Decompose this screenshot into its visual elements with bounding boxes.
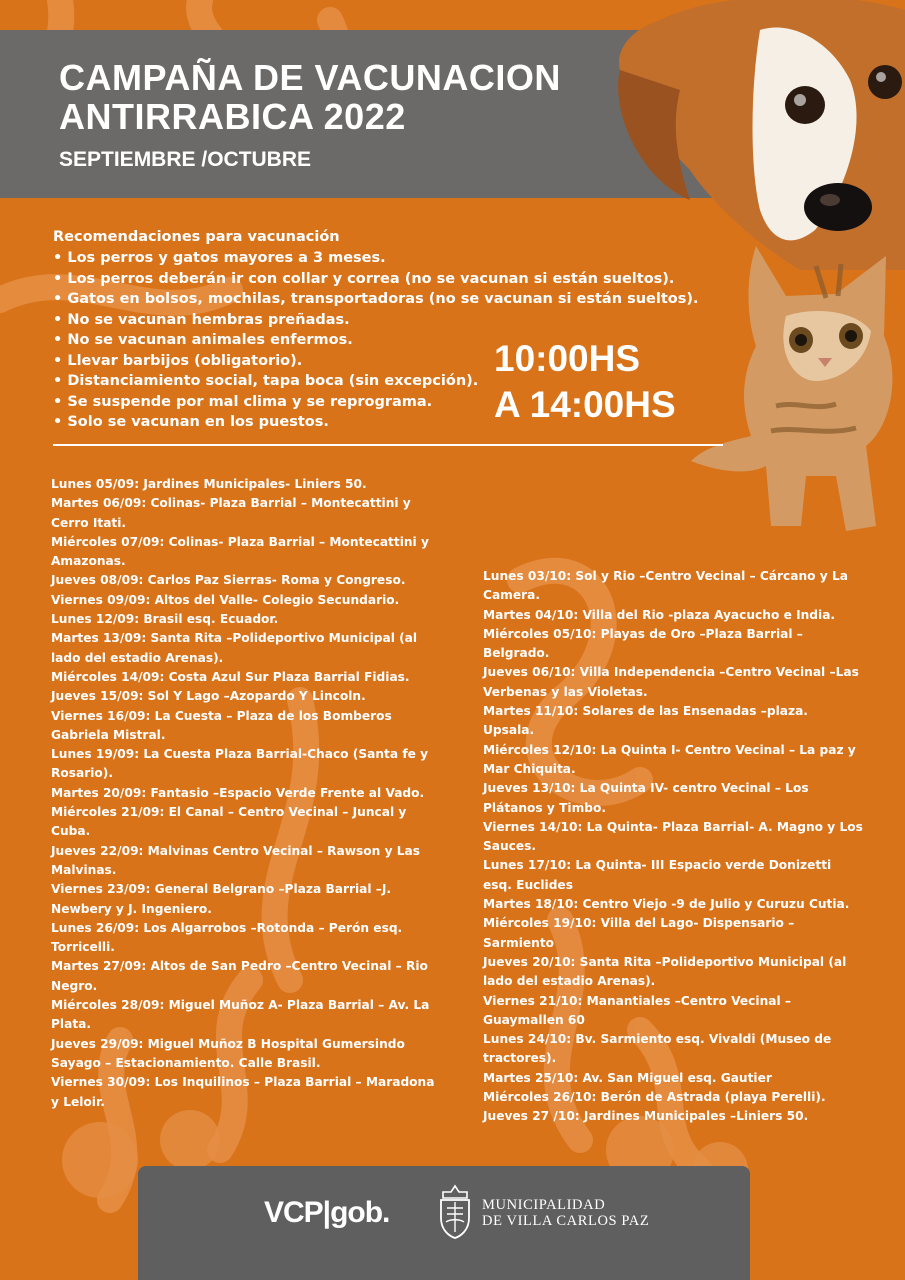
recommendation-item: • Se suspende por mal clima y se reprograma. <box>53 392 693 413</box>
schedule-item: Martes 25/10: Av. San Miguel esq. Gautier <box>483 1070 772 1085</box>
recommendation-item: • No se vacunan animales enfermos. <box>53 330 693 351</box>
schedule-item: Miércoles 14/09: Costa Azul Sur Plaza Barrial Fidias. <box>51 669 410 684</box>
recommendations-title: Recomendaciones para vacunación <box>53 229 340 245</box>
schedule-item: Jueves 27 /10: Jardines Municipales –Liniers 50. <box>483 1109 809 1124</box>
vcp-gob-logo: VCP|gob. <box>264 1196 390 1229</box>
schedule-item: Viernes 21/10: Manantiales –Centro Vecinal – Guaymallen 60 <box>483 993 791 1027</box>
recommendation-item: • No se vacunan hembras preñadas. <box>53 310 693 331</box>
schedule-item: Viernes 16/09: La Cuesta – Plaza de los Bomberos Gabriela Mistral. <box>51 708 392 742</box>
schedule-item: Miércoles 21/09: El Canal – Centro Vecinal – Juncal y Cuba. <box>51 805 407 839</box>
schedule-item: Lunes 05/09: Jardines Municipales- Liniers 50. <box>51 477 367 491</box>
cat-icon <box>686 236 905 536</box>
schedule-item: Viernes 30/09: Los Inquilinos – Plaza Barrial – Maradona y Leloir. <box>51 1075 435 1109</box>
schedule-item: Lunes 19/09: La Cuesta Plaza Barrial-Chaco (Santa fe y Rosario). <box>51 747 429 781</box>
hours-start: 10:00HS <box>494 338 641 379</box>
schedule-item: Jueves 29/09: Miguel Muñoz B Hospital Gumersindo Sayago – Estacionamiento. Calle Brasil. <box>51 1036 405 1070</box>
recommendation-item: • Los perros y gatos mayores a 3 meses. <box>53 248 693 269</box>
schedule-item: Martes 11/10: Solares de las Ensenadas –plaza. Upsala. <box>483 704 808 738</box>
schedule-item: Martes 27/09: Altos de San Pedro –Centro Vecinal – Rio Negro. <box>51 959 428 993</box>
schedule-item: Jueves 13/10: La Quinta IV- centro Vecinal – Los Plátanos y Timbo. <box>483 781 809 815</box>
schedule-item: Martes 18/10: Centro Viejo -9 de Julio y Curuzu Cutia. <box>483 897 850 912</box>
page-title-line1: CAMPAÑA DE VACUNACION <box>59 57 561 98</box>
section-divider <box>53 444 723 446</box>
schedule-item: Jueves 06/10: Villa Independencia –Centro Vecinal –Las Verbenas y las Violetas. <box>483 665 859 699</box>
schedule-item: Miércoles 07/09: Colinas- Plaza Barrial – Montecattini y Amazonas. <box>51 534 429 569</box>
schedule-october-column <box>483 567 863 1127</box>
recommendation-item: • Gatos en bolsos, mochilas, transportadoras (no se vacunan si están sueltos). <box>53 289 693 310</box>
municipality-name-line1: MUNICIPALIDAD <box>482 1197 606 1213</box>
schedule-september-column <box>51 475 441 1112</box>
schedule-item: Martes 13/09: Santa Rita –Polideportivo Municipal (al lado del estadio Arenas). <box>51 631 418 665</box>
schedule-item: Viernes 23/09: General Belgrano –Plaza Barrial –J. Newbery y J. Ingeniero. <box>51 882 392 916</box>
schedule-item: Miércoles 28/09: Miguel Muñoz A- Plaza Barrial – Av. La Plata. <box>51 998 430 1032</box>
schedule-item: Lunes 12/09: Brasil esq. Ecuador. <box>51 612 279 627</box>
schedule-item: Miércoles 05/10: Playas de Oro –Plaza Barrial –Belgrado. <box>483 626 803 661</box>
schedule-item: Lunes 17/10: La Quinta- III Espacio verde Donizetti esq. Euclides <box>483 858 832 892</box>
recommendation-item: • Los perros deberán ir con collar y correa (no se vacunan si están sueltos). <box>53 269 693 290</box>
schedule-item: Jueves 20/10: Santa Rita –Polideportivo Municipal (al lado del estadio Arenas). <box>483 954 847 989</box>
recommendation-item: • Distanciamiento social, tapa boca (sin excepción). <box>53 371 693 392</box>
schedule-item: Lunes 03/10: Sol y Rio –Centro Vecinal – Cárcano y La Camera. <box>483 569 848 603</box>
schedule-item: Jueves 08/09: Carlos Paz Sierras- Roma y Congreso. <box>51 573 406 588</box>
schedule-item: Viernes 14/10: La Quinta- Plaza Barrial- A. Magno y Los Sauces. <box>483 819 863 854</box>
schedule-item: Miércoles 26/10: Berón de Astrada (playa Perelli). <box>483 1090 826 1105</box>
schedule-item: Miércoles 12/10: La Quinta I- Centro Vecinal – La paz y Mar Chiquita. <box>483 742 856 776</box>
municipal-seal-icon <box>437 1184 473 1240</box>
schedule-item: Lunes 26/09: Los Algarrobos –Rotonda – Perón esq. Torricelli. <box>51 920 403 955</box>
schedule-item: Lunes 24/10: Bv. Sarmiento esq. Vivaldi (Museo de tractores). <box>483 1032 832 1066</box>
schedule-item: Martes 04/10: Villa del Rio -plaza Ayacucho e India. <box>483 607 836 622</box>
schedule-item: Jueves 22/09: Malvinas Centro Vecinal – Rawson y Las Malvinas. <box>51 843 420 877</box>
page-title-line2: ANTIRRABICA 2022 <box>59 96 406 137</box>
hours-end: A 14:00HS <box>494 384 676 425</box>
schedule-item: Martes 06/09: Colinas- Plaza Barrial – Montecattini y Cerro Itati. <box>51 496 411 530</box>
schedule-item: Miércoles 19/10: Villa del Lago- Dispensario –Sarmiento <box>483 916 795 950</box>
recommendation-item: • Solo se vacunan en los puestos. <box>53 412 693 433</box>
schedule-item: Martes 20/09: Fantasio –Espacio Verde Frente al Vado. <box>51 785 425 800</box>
page-subtitle: SEPTIEMBRE /OCTUBRE <box>59 148 312 171</box>
recommendation-item: • Llevar barbijos (obligatorio). <box>53 351 693 372</box>
municipality-name-line2: DE VILLA CARLOS PAZ <box>482 1213 650 1229</box>
schedule-item: Viernes 09/09: Altos del Valle- Colegio Secundario. <box>51 592 400 607</box>
schedule-item: Jueves 15/09: Sol Y Lago –Azopardo Y Lincoln. <box>51 689 366 704</box>
